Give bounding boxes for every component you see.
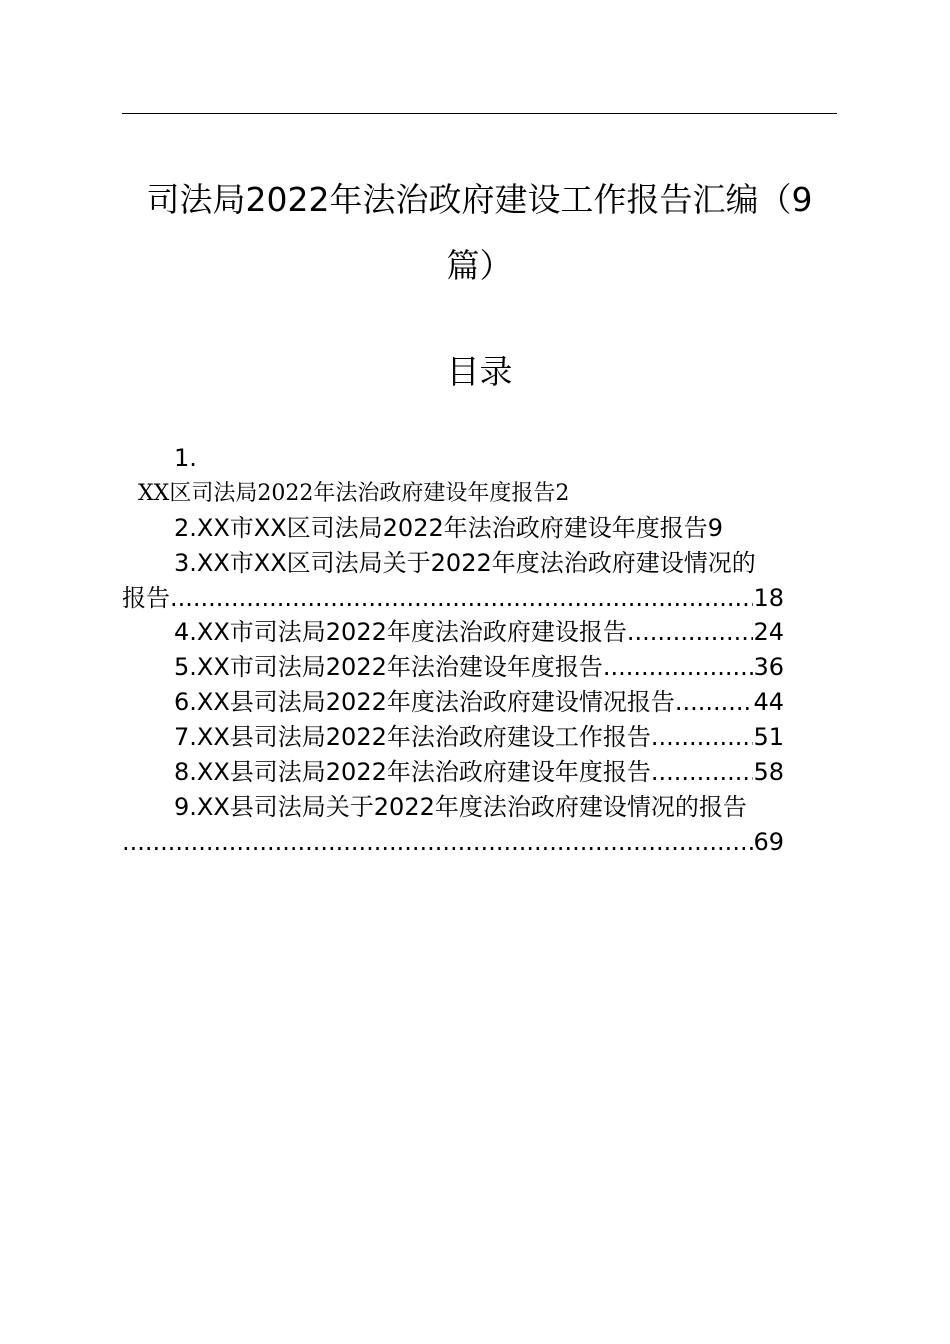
toc-entry-2[interactable]: 2.XX市XX区司法局2022年法治政府建设年度报告9	[174, 514, 724, 542]
toc-entry-4[interactable]	[174, 616, 784, 648]
toc-entry-3-line-2[interactable]	[122, 582, 784, 614]
dot-leader	[651, 756, 754, 788]
document-title-line-1: 司法局2022年法治政府建设工作报告汇编（9	[146, 180, 813, 219]
toc-entry-8[interactable]	[174, 756, 784, 788]
toc-entry-6-page: 44	[753, 688, 784, 716]
toc-heading: 目录	[446, 352, 513, 391]
toc-entry-5-page: 36	[753, 653, 784, 681]
toc-entry-7-page: 51	[753, 723, 784, 751]
toc-entry-3-text: 报告	[122, 584, 170, 612]
toc-entry-4-text: 4.XX市司法局2022年度法治政府建设报告	[174, 618, 627, 646]
dot-leader	[675, 686, 754, 718]
toc-entry-3-line-1[interactable]: 3.XX市XX区司法局关于2022年度法治政府建设情况的	[174, 549, 756, 577]
toc-entry-8-text: 8.XX县司法局2022年法治政府建设年度报告	[174, 758, 651, 786]
toc-entry-5-text: 5.XX市司法局2022年法治建设年度报告	[174, 653, 603, 681]
dot-leader	[651, 721, 754, 753]
toc-entry-6-text: 6.XX县司法局2022年度法治政府建设情况报告	[174, 688, 675, 716]
header-rule	[122, 113, 837, 114]
toc-entry-9-line-2[interactable]	[122, 826, 784, 858]
toc-entry-8-page: 58	[753, 758, 784, 786]
dot-leader	[627, 616, 754, 648]
dot-leader	[170, 582, 753, 614]
toc-entry-4-page: 24	[753, 618, 784, 646]
toc-entry-1-number[interactable]: 1.	[174, 444, 197, 472]
toc-entry-5[interactable]	[174, 651, 784, 683]
toc-entry-9-page: 69	[753, 828, 784, 856]
toc-entry-9-line-1[interactable]: 9.XX县司法局关于2022年度法治政府建设情况的报告	[174, 793, 747, 821]
dot-leader	[603, 651, 754, 683]
dot-leader	[122, 826, 753, 858]
toc-entry-7-text: 7.XX县司法局2022年法治政府建设工作报告	[174, 723, 651, 751]
toc-entry-7[interactable]	[174, 721, 784, 753]
toc-entry-6[interactable]	[174, 686, 784, 718]
document-title-line-2: 篇）	[446, 246, 513, 285]
toc-entry-3-page: 18	[753, 584, 784, 612]
toc-entry-1-text[interactable]: XX区司法局2022年法治政府建设年度报告2	[138, 481, 570, 506]
